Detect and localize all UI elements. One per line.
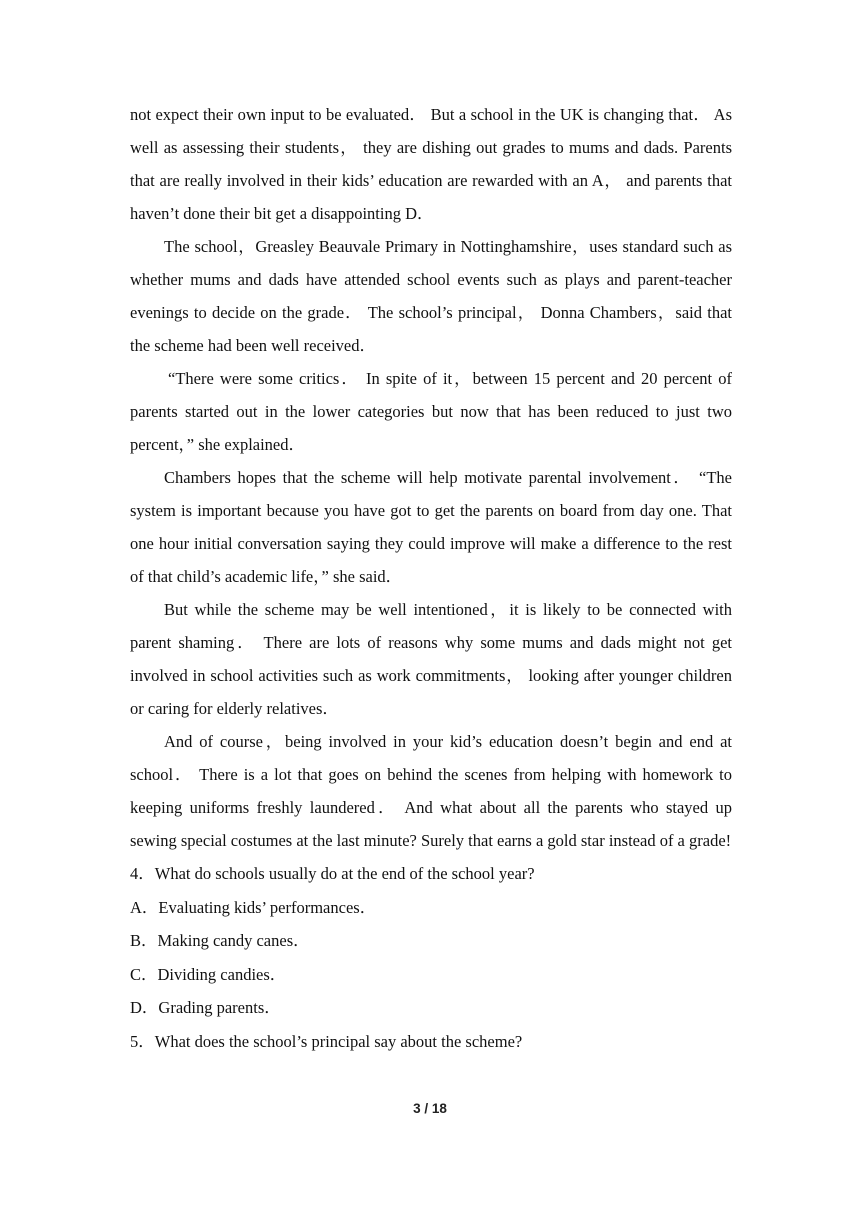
passage-paragraph-5: But while the scheme may be well intentioned，it is likely to be connected with parent shaming． There are lots of reasons why some mums and dads might not get involved in school activities such as work commitments， looking after younger children or caring for elderly relatives． <box>130 600 732 718</box>
document-page <box>130 98 732 1058</box>
question-4-option-c: C．Dividing candies． <box>130 964 287 984</box>
passage-paragraph-1: not expect their own input to be evaluated． But a school in the UK is changing that． As well as assessing their students， they are dishing out grades to mums and dads. Parents that are really involved in their kids’ education are rewarded with an A， and parents that haven’t done their bit get a disappointing D． <box>130 105 732 223</box>
question-5-stem: 5．What does the school’s principal say about the scheme? <box>130 1031 523 1051</box>
page-number: 3 / 18 <box>413 1101 447 1116</box>
question-5 <box>130 1025 732 1059</box>
question-4-stem: 4．What do schools usually do at the end of the school year? <box>130 864 535 883</box>
question-4-option-b: B．Making candy canes． <box>130 931 310 950</box>
question-4-option-d: D．Grading parents． <box>130 998 281 1017</box>
passage-paragraph-6: And of course，being involved in your kid’s education doesn’t begin and end at school． There is a lot that goes on behind the scenes from helping with homework to keeping uniforms freshly laundered． And what about all the parents who stayed up sewing special costumes at the last minute? Surely that earns a gold star instead of a grade! <box>130 732 732 850</box>
passage-paragraph-4: Chambers hopes that the scheme will help motivate parental involvement． “The system is important because you have got to get the parents on board from day one. That one hour initial conversation saying they could improve will make a difference to the rest of that child’s academic life，” she said． <box>130 468 732 586</box>
question-4 <box>130 857 732 1025</box>
question-4-option-a: A．Evaluating kids’ performances． <box>130 897 377 917</box>
passage-paragraph-2: The school，Greasley Beauvale Primary in Nottinghamshire，uses standard such as whether mums and dads have attended school events such as plays and parent-teacher evenings to decide on the grade． The school’s principal， Donna Chambers，said that the scheme had been well received． <box>130 237 732 355</box>
passage-paragraph-3: “There were some critics． In spite of it，between 15 percent and 20 percent of parents started out in the lower categories but now that has been reduced to just two percent，” she explained． <box>130 369 732 454</box>
